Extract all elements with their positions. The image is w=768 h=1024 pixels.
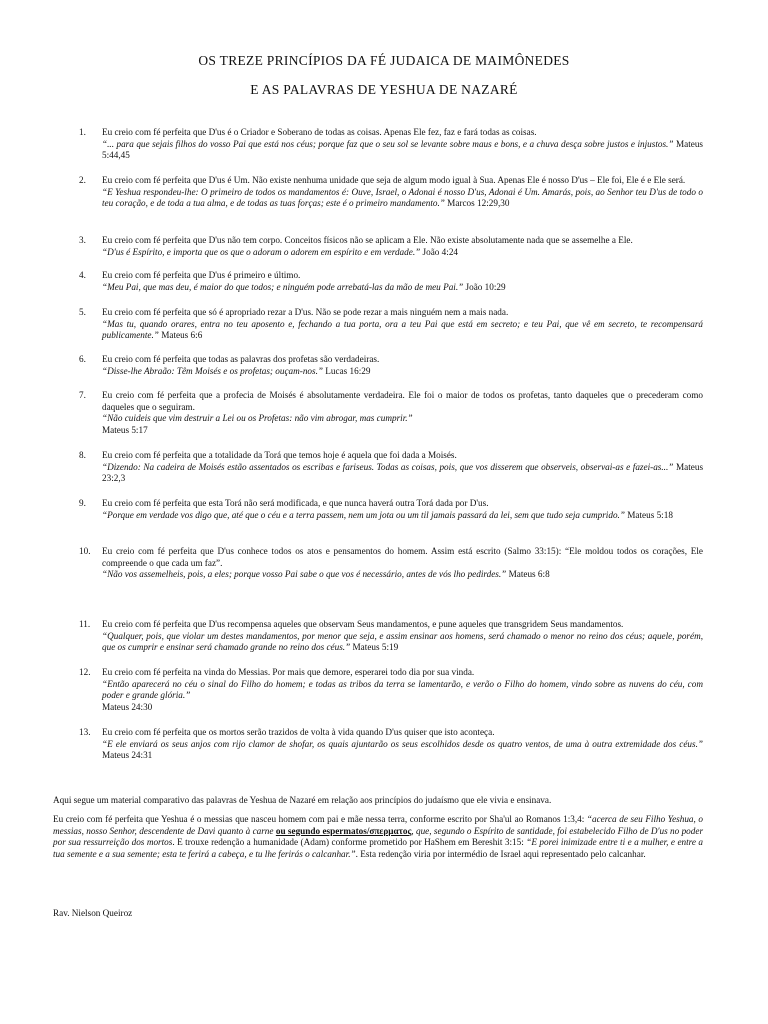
principle-statement: Eu creio com fé perfeita que os mortos serão trazidos de volta à vida quando D'us quiser que isto aconteça.: [102, 727, 495, 737]
item-number: 13.: [79, 727, 91, 737]
principle-reference: Mateus 5:18: [627, 509, 673, 520]
principle-item: [79, 307, 703, 342]
principle-quote: “Meu Pai, que mas deu, é maior do que todos; e ninguém pode arrebatá-las da mão de meu Pai.”: [102, 281, 464, 292]
principle-statement: Eu creio com fé perfeita que D'us é primeiro e último.: [102, 270, 301, 280]
item-number: 3.: [79, 235, 86, 245]
principle-statement: Eu creio com fé perfeita que D'us não tem corpo. Conceitos físicos não se aplicam a Ele. Não existe absolutamente nada que se assemelhe a Ele.: [102, 235, 633, 245]
principle-statement: Eu creio com fé perfeita que a profecia de Moisés é absolutamente verdadeira. Ele foi o maior de todos os profetas, tanto daqueles que o precederam como daqueles que o seguiram.: [102, 390, 703, 412]
principle-statement: Eu creio com fé perfeita na vinda do Messias. Por mais que demore, esperarei todo dia por sua vinda.: [102, 667, 475, 677]
principle-reference: Mateus 5:19: [352, 642, 399, 652]
closing-quote-3: “E porei inimizade entre ti e a mulher, e entre a tua semente e a sua semente; esta te ferirá a cabeça, e tu lhe ferirás o calcanhar.”: [53, 837, 704, 859]
principle-quote: “Dizendo: Na cadeira de Moisés estão assentados os escribas e fariseus. Todas as coisas, pois, que vos disserem que observeis, observai-as e fazei-as...”: [102, 461, 674, 472]
principle-reference: Mateus 24:31: [102, 750, 153, 760]
principle-quote: “E ele enviará os seus anjos com rijo clamor de shofar, os quais ajuntarão os seus escolhidos desde os quatro ventos, de uma à outra extremidade dos céus.”: [102, 738, 703, 749]
closing-text-2: . E trouxe redenção a humanidade (Adam) conforme prometido por HaShem em Bereshit 3:15:: [172, 837, 527, 847]
closing-quote-2: , que, segundo o Espírito de santidade, foi estabelecido Filho de D'us no poder por sua ressurreição dos mortos: [53, 825, 704, 847]
principle-statement: Eu creio com fé perfeita que esta Torá não será modificada, e que nunca haverá outra Torá dada por D'us.: [102, 498, 489, 508]
item-number: 2.: [79, 175, 86, 185]
principle-item: [79, 450, 703, 485]
principle-statement: Eu creio com fé perfeita que D'us é Um. Não existe nenhuma unidade que seja de algum modo igual à Sua. Apenas Ele é nosso D'us – Ele foi, Ele é e Ele será.: [102, 175, 686, 185]
principle-reference: João 10:29: [465, 281, 506, 292]
principle-quote: “E Yeshua respondeu-lhe: O primeiro de todos os mandamentos é: Ouve, Israel, o Adonai é nosso D'us, Adonai é Um. Amarás, pois, ao Senhor teu D'us de todo o teu coração, e de toda a tua alma, e de todas as tuas forças; este é o primeiro mandamento.”: [102, 186, 703, 208]
item-number: 9.: [79, 498, 86, 508]
item-number: 1.: [79, 127, 86, 137]
principle-item: [79, 354, 703, 377]
principle-statement: Eu creio com fé perfeita que a totalidade da Torá que temos hoje é aquela que foi dada a Moisés.: [102, 450, 457, 460]
principle-item: [79, 619, 703, 654]
closing-text-1: Eu creio com fé perfeita que Yeshua é o messias que nasceu homem com pai e mãe nessa terra, conforme escrito por Sha'ul ao Romanos 1:3,4:: [53, 814, 587, 824]
item-number: 10.: [79, 546, 91, 556]
closing-text-3: . Esta redenção viria por intermédio de Israel aqui representado pelo calcanhar.: [355, 848, 646, 859]
principle-statement: Eu creio com fé perfeita que todas as palavras dos profetas são verdadeiras.: [102, 354, 380, 364]
principle-item: [79, 498, 703, 521]
principle-item: [79, 546, 703, 581]
principle-item: [79, 175, 703, 210]
principle-statement: Eu creio com fé perfeita que D'us recompensa aqueles que observam Seus mandamentos, e pune aqueles que transgridem Seus mandamentos.: [102, 619, 624, 629]
signature: Rav. Nielson Queiroz: [53, 908, 133, 918]
principle-item: [79, 727, 703, 762]
item-number: 8.: [79, 450, 86, 460]
principle-quote: “D'us é Espírito, e importa que os que o adoram o adorem em espírito e em verdade.”: [102, 246, 421, 257]
item-number: 11.: [79, 619, 91, 629]
principle-statement: Eu creio com fé perfeita que D'us conhece todos os atos e pensamentos do homem. Assim está escrito (Salmo 33:15): “Ele moldou todos os corações, Ele compreende o que cada um faz”.: [102, 546, 703, 568]
principle-item: [79, 270, 703, 293]
title-line-2: E AS PALAVRAS DE YESHUA DE NAZARÉ: [250, 82, 518, 97]
principle-item: [79, 127, 703, 162]
closing-quote-1: “acerca de seu Filho Yeshua, o messias, nosso Senhor, descendente de Davi quanto à carne: [53, 814, 703, 836]
principle-item: [79, 235, 703, 258]
title-line-1: OS TREZE PRINCÍPIOS DA FÉ JUDAICA DE MAIMÔNEDES: [198, 53, 570, 68]
principle-reference: João 4:24: [422, 246, 459, 257]
item-number: 5.: [79, 307, 86, 317]
principle-quote: “Então aparecerá no céu o sinal do Filho do homem; e todas as tribos da terra se lamentarão, e verão o Filho do homem, vindo sobre as nuvens do céu, com poder e grande glória.”: [102, 678, 703, 700]
item-number: 7.: [79, 390, 86, 400]
principle-quote: “Não vos assemelheis, pois, a eles; porque vosso Pai sabe o que vos é necessário, antes de vós lho pedirdes.”: [102, 569, 507, 579]
principle-statement: Eu creio com fé perfeita que só é apropriado rezar a D'us. Não se pode rezar a mais ninguém nem a mais nada.: [102, 307, 509, 317]
principle-reference: Mateus 23:2,3: [102, 461, 704, 483]
closing-paragraph: [53, 814, 703, 860]
principle-quote: “Não cuideis que vim destruir a Lei ou os Profetas: não vim abrogar, mas cumprir.”: [102, 413, 413, 423]
principle-reference: Mateus 6:6: [161, 330, 203, 340]
principle-reference: Lucas 16:29: [325, 365, 371, 376]
principle-statement: Eu creio com fé perfeita que D'us é o Criador e Soberano de todas as coisas. Apenas Ele fez, faz e fará todas as coisas.: [102, 127, 537, 137]
principle-reference: Mateus 5:17: [102, 424, 148, 435]
principle-reference: Mateus 5:44,45: [102, 138, 703, 160]
principle-reference: Marcos 12:29,30: [447, 198, 510, 208]
principle-item: [79, 390, 703, 436]
principle-reference: Mateus 6:8: [508, 569, 550, 579]
underlined-term: ou segundo espermatos/σπερματος: [275, 825, 412, 836]
principle-quote: “Disse-lhe Abraão: Têm Moisés e os profetas; ouçam-nos.”: [102, 365, 323, 376]
principle-item: [79, 667, 703, 713]
principle-quote: “Qualquer, pois, que violar um destes mandamentos, por menor que seja, e assim ensinar aos homens, será chamado o menor no reino dos céus; aquele, porém, que os cumprir e ensinar será chamado grande no reino dos céus.”: [102, 630, 703, 652]
item-number: 6.: [79, 354, 86, 364]
principle-quote: “... para que sejais filhos do vosso Pai que está nos céus; porque faz que o seu sol se levante sobre maus e bons, e a chuva desça sobre justos e injustos.”: [102, 138, 674, 149]
principle-quote: “Mas tu, quando orares, entra no teu aposento e, fechando a tua porta, ora a teu Pai que está em secreto; e teu Pai, que vê em secreto, te recompensará publicamente.”: [102, 318, 703, 340]
intro-paragraph: [53, 795, 703, 807]
principle-quote: “Porque em verdade vos digo que, até que o céu e a terra passem, nem um jota ou um til jamais passará da lei, sem que tudo seja cumprido.”: [102, 509, 625, 520]
item-number: 12.: [79, 667, 91, 677]
item-number: 4.: [79, 270, 86, 280]
intro-text: Aqui segue um material comparativo das palavras de Yeshua de Nazaré em relação aos princípios do judaísmo que ele vivia e ensinava.: [53, 795, 552, 805]
principle-reference: Mateus 24:30: [102, 701, 153, 712]
